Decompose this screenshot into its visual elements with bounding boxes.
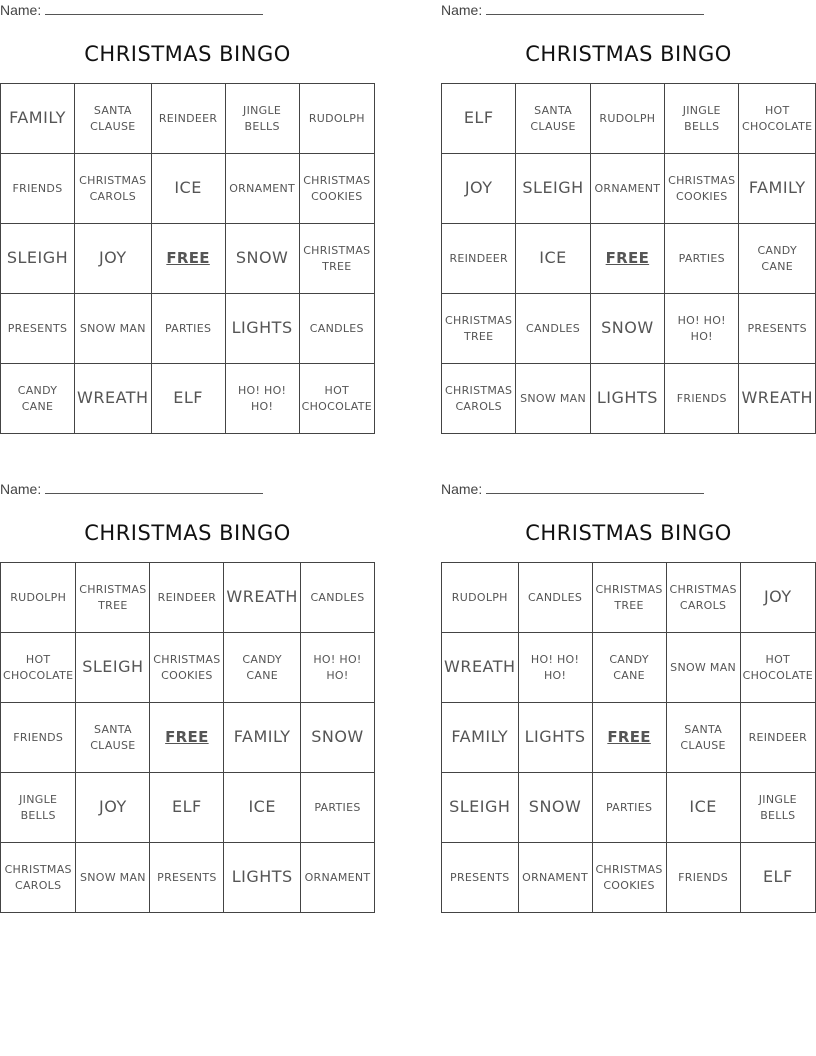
bingo-cell[interactable]: JINGLE BELLS [665, 84, 739, 154]
bingo-cell[interactable]: CHRISTMAS COOKIES [150, 633, 224, 703]
bingo-cell[interactable]: CANDLES [300, 294, 375, 364]
bingo-cell[interactable]: LIGHTS [519, 703, 593, 773]
card-title: CHRISTMAS BINGO [84, 521, 291, 545]
bingo-cell[interactable]: CHRISTMAS TREE [76, 563, 150, 633]
bingo-cell[interactable]: SNOW MAN [667, 633, 741, 703]
bingo-cell[interactable]: SANTA CLAUSE [516, 84, 590, 154]
bingo-cell[interactable]: JINGLE BELLS [1, 773, 76, 843]
name-field[interactable] [0, 481, 263, 497]
bingo-cell[interactable]: ORNAMENT [519, 843, 593, 913]
bingo-cell[interactable]: WREATH [224, 563, 301, 633]
bingo-cell[interactable]: CHRISTMAS CAROLS [442, 364, 516, 434]
bingo-cell[interactable]: CANDLES [301, 563, 375, 633]
bingo-cell[interactable]: HO! HO! HO! [301, 633, 375, 703]
bingo-cell[interactable]: PARTIES [301, 773, 375, 843]
name-label: Name: [441, 2, 483, 18]
bingo-cell[interactable]: LIGHTS [591, 364, 665, 434]
bingo-cell[interactable]: SNOW [591, 294, 665, 364]
bingo-cell[interactable]: WREATH [442, 633, 519, 703]
bingo-cell[interactable]: FAMILY [442, 703, 519, 773]
bingo-cell[interactable]: ICE [516, 224, 590, 294]
card-title: CHRISTMAS BINGO [525, 521, 732, 545]
bingo-cell[interactable]: SNOW [519, 773, 593, 843]
bingo-cell[interactable]: LIGHTS [224, 843, 301, 913]
name-label: Name: [441, 481, 483, 497]
bingo-cell[interactable]: HO! HO! HO! [519, 633, 593, 703]
bingo-cell[interactable]: SNOW [226, 224, 300, 294]
bingo-cell[interactable]: ORNAMENT [226, 154, 300, 224]
bingo-cell[interactable]: SNOW [301, 703, 375, 773]
bingo-cell[interactable]: JINGLE BELLS [226, 84, 300, 154]
bingo-cell[interactable]: FRIENDS [1, 703, 76, 773]
free-space-cell[interactable]: FREE [593, 703, 667, 773]
bingo-cell[interactable]: CANDY CANE [593, 633, 667, 703]
free-space-cell[interactable]: FREE [150, 703, 224, 773]
bingo-cell[interactable]: SANTA CLAUSE [75, 84, 152, 154]
bingo-grid [0, 562, 375, 913]
bingo-cell[interactable]: REINDEER [442, 224, 516, 294]
bingo-cell[interactable]: CHRISTMAS COOKIES [593, 843, 667, 913]
bingo-cell[interactable]: JOY [442, 154, 516, 224]
bingo-cell[interactable]: ICE [224, 773, 301, 843]
bingo-cell[interactable]: ORNAMENT [591, 154, 665, 224]
bingo-cell[interactable]: CHRISTMAS COOKIES [665, 154, 739, 224]
bingo-cell[interactable]: RUDOLPH [591, 84, 665, 154]
bingo-cell[interactable]: CANDLES [519, 563, 593, 633]
bingo-cell[interactable]: JOY [75, 224, 152, 294]
bingo-cell[interactable]: ORNAMENT [301, 843, 375, 913]
bingo-cell[interactable]: SLEIGH [76, 633, 150, 703]
bingo-cell[interactable]: PARTIES [152, 294, 226, 364]
bingo-cell[interactable]: PARTIES [593, 773, 667, 843]
bingo-cell[interactable]: WREATH [739, 364, 816, 434]
bingo-cell[interactable]: REINDEER [741, 703, 816, 773]
name-field[interactable] [0, 2, 263, 18]
bingo-cell[interactable]: HO! HO! HO! [226, 364, 300, 434]
bingo-cell[interactable]: HOT CHOCOLATE [1, 633, 76, 703]
bingo-cell[interactable]: CHRISTMAS TREE [300, 224, 375, 294]
card-title: CHRISTMAS BINGO [84, 42, 291, 66]
name-blank-line[interactable] [45, 481, 263, 494]
bingo-cell[interactable]: JOY [76, 773, 150, 843]
bingo-cell[interactable]: SANTA CLAUSE [667, 703, 741, 773]
name-blank-line[interactable] [486, 2, 704, 15]
bingo-cell[interactable]: LIGHTS [226, 294, 300, 364]
bingo-grid [441, 562, 816, 913]
bingo-cell[interactable]: CHRISTMAS TREE [442, 294, 516, 364]
bingo-cell[interactable]: PRESENTS [150, 843, 224, 913]
name-field[interactable] [441, 481, 704, 497]
bingo-cell[interactable]: CANDY CANE [1, 364, 75, 434]
bingo-cell[interactable]: FRIENDS [667, 843, 741, 913]
free-space-cell[interactable]: FREE [591, 224, 665, 294]
bingo-cell[interactable]: CHRISTMAS COOKIES [300, 154, 375, 224]
bingo-cell[interactable]: ELF [150, 773, 224, 843]
bingo-cell[interactable]: HOT CHOCOLATE [300, 364, 375, 434]
bingo-cell[interactable]: CHRISTMAS CAROLS [667, 563, 741, 633]
bingo-cell[interactable]: SANTA CLAUSE [76, 703, 150, 773]
bingo-cell[interactable]: ELF [442, 84, 516, 154]
bingo-cell[interactable]: CANDLES [516, 294, 590, 364]
bingo-cell[interactable]: CHRISTMAS CAROLS [1, 843, 76, 913]
card-title: CHRISTMAS BINGO [525, 42, 732, 66]
name-blank-line[interactable] [486, 481, 704, 494]
bingo-cell[interactable]: RUDOLPH [442, 563, 519, 633]
bingo-cell[interactable]: CHRISTMAS CAROLS [75, 154, 152, 224]
name-label: Name: [0, 2, 42, 18]
bingo-cell[interactable]: PRESENTS [442, 843, 519, 913]
bingo-cell[interactable]: REINDEER [150, 563, 224, 633]
name-blank-line[interactable] [45, 2, 263, 15]
bingo-cell[interactable]: FRIENDS [665, 364, 739, 434]
bingo-cell[interactable]: ELF [152, 364, 226, 434]
free-space-cell[interactable]: FREE [152, 224, 226, 294]
bingo-cell[interactable]: SNOW MAN [75, 294, 152, 364]
bingo-cell[interactable]: RUDOLPH [1, 563, 76, 633]
bingo-cell[interactable]: CANDY CANE [224, 633, 301, 703]
bingo-cell[interactable]: SLEIGH [442, 773, 519, 843]
bingo-cell[interactable]: CHRISTMAS TREE [593, 563, 667, 633]
name-label: Name: [0, 481, 42, 497]
bingo-cell[interactable]: SLEIGH [516, 154, 590, 224]
bingo-cell[interactable]: HO! HO! HO! [665, 294, 739, 364]
bingo-cell[interactable]: FAMILY [224, 703, 301, 773]
bingo-cell[interactable]: SNOW MAN [516, 364, 590, 434]
bingo-cell[interactable]: HOT CHOCOLATE [741, 633, 816, 703]
bingo-cell[interactable]: HOT CHOCOLATE [739, 84, 816, 154]
bingo-cell[interactable]: JINGLE BELLS [741, 773, 816, 843]
bingo-cell[interactable]: RUDOLPH [300, 84, 375, 154]
bingo-cell[interactable]: ELF [741, 843, 816, 913]
bingo-cell[interactable]: FAMILY [739, 154, 816, 224]
bingo-cell[interactable]: FAMILY [1, 84, 75, 154]
bingo-cell[interactable]: WREATH [75, 364, 152, 434]
bingo-cell[interactable]: SNOW MAN [76, 843, 150, 913]
bingo-grid [441, 83, 816, 434]
bingo-cell[interactable]: PRESENTS [1, 294, 75, 364]
name-field[interactable] [441, 2, 704, 18]
bingo-cell[interactable]: CANDY CANE [739, 224, 816, 294]
bingo-cell[interactable]: JOY [741, 563, 816, 633]
bingo-cell[interactable]: REINDEER [152, 84, 226, 154]
bingo-cell[interactable]: ICE [152, 154, 226, 224]
bingo-cell[interactable]: FRIENDS [1, 154, 75, 224]
bingo-cell[interactable]: PARTIES [665, 224, 739, 294]
bingo-cell[interactable]: SLEIGH [1, 224, 75, 294]
bingo-cell[interactable]: ICE [667, 773, 741, 843]
bingo-cell[interactable]: PRESENTS [739, 294, 816, 364]
bingo-grid [0, 83, 375, 434]
